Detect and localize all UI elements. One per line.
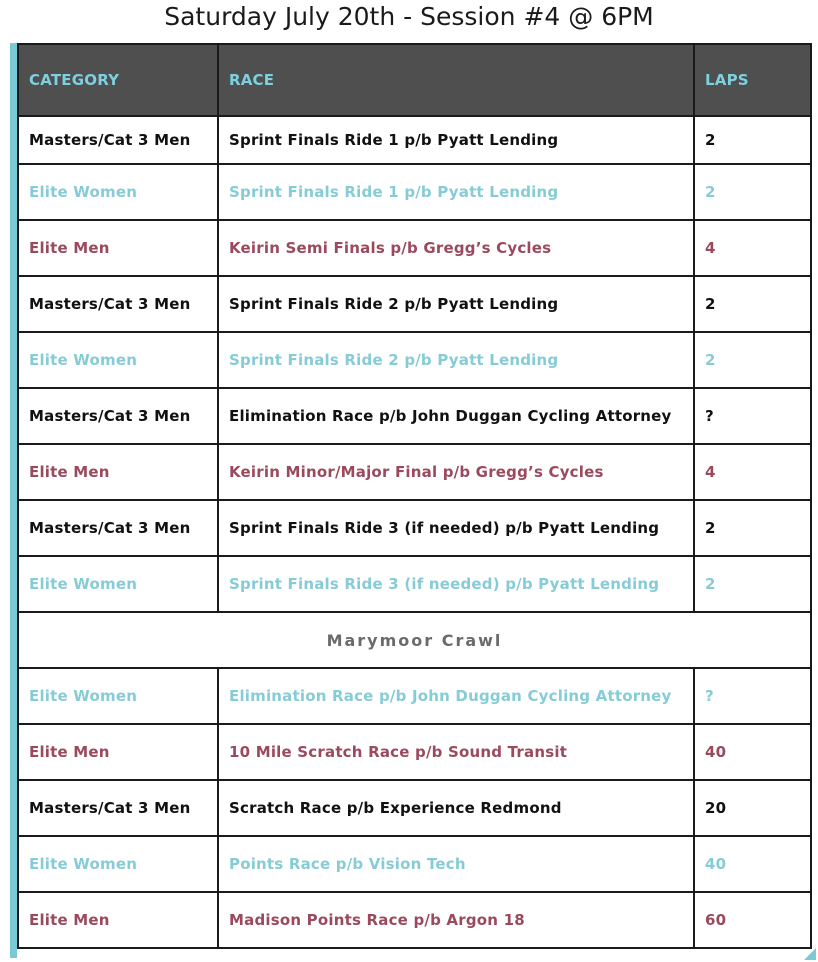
laps-cell: 20: [694, 780, 811, 836]
category-cell: Elite Women: [18, 668, 218, 724]
table-row: [18, 892, 811, 948]
race-cell: Sprint Finals Ride 1 p/b Pyatt Lending: [218, 116, 694, 164]
race-schedule-table: [17, 43, 812, 949]
header-row: [18, 44, 811, 116]
race-cell: Points Race p/b Vision Tech: [218, 836, 694, 892]
laps-cell: 40: [694, 724, 811, 780]
category-cell: Elite Men: [18, 892, 218, 948]
laps-cell: 40: [694, 836, 811, 892]
header-category: CATEGORY: [18, 44, 218, 116]
laps-cell: ?: [694, 388, 811, 444]
laps-cell: 2: [694, 556, 811, 612]
section-divider-row: [18, 612, 811, 668]
category-cell: Masters/Cat 3 Men: [18, 780, 218, 836]
race-cell: Sprint Finals Ride 1 p/b Pyatt Lending: [218, 164, 694, 220]
table-row: [18, 836, 811, 892]
category-cell: Elite Men: [18, 220, 218, 276]
laps-cell: 2: [694, 116, 811, 164]
category-cell: Elite Women: [18, 556, 218, 612]
race-cell: Elimination Race p/b John Duggan Cycling Attorney: [218, 668, 694, 724]
table-row: [18, 500, 811, 556]
laps-cell: 4: [694, 220, 811, 276]
race-cell: Sprint Finals Ride 2 p/b Pyatt Lending: [218, 332, 694, 388]
category-cell: Masters/Cat 3 Men: [18, 276, 218, 332]
laps-cell: ?: [694, 668, 811, 724]
race-cell: Madison Points Race p/b Argon 18: [218, 892, 694, 948]
table-row: [18, 724, 811, 780]
table-row: [18, 116, 811, 164]
laps-cell: 4: [694, 444, 811, 500]
table-row: [18, 780, 811, 836]
category-cell: Masters/Cat 3 Men: [18, 500, 218, 556]
race-cell: Keirin Semi Finals p/b Gregg’s Cycles: [218, 220, 694, 276]
table-row: [18, 332, 811, 388]
race-cell: 10 Mile Scratch Race p/b Sound Transit: [218, 724, 694, 780]
table-row: [18, 220, 811, 276]
laps-cell: 60: [694, 892, 811, 948]
race-cell: Scratch Race p/b Experience Redmond: [218, 780, 694, 836]
table-row: [18, 164, 811, 220]
race-cell: Keirin Minor/Major Final p/b Gregg’s Cycles: [218, 444, 694, 500]
category-cell: Elite Men: [18, 444, 218, 500]
accent-bar: [10, 43, 17, 958]
table-row: [18, 444, 811, 500]
category-cell: Elite Men: [18, 724, 218, 780]
header-race: RACE: [218, 44, 694, 116]
laps-cell: 2: [694, 500, 811, 556]
category-cell: Elite Women: [18, 164, 218, 220]
laps-cell: 2: [694, 164, 811, 220]
corner-triangle-icon: [804, 948, 816, 960]
laps-cell: 2: [694, 276, 811, 332]
category-cell: Elite Women: [18, 836, 218, 892]
race-cell: Sprint Finals Ride 2 p/b Pyatt Lending: [218, 276, 694, 332]
category-cell: Masters/Cat 3 Men: [18, 388, 218, 444]
category-cell: Elite Women: [18, 332, 218, 388]
section-divider-label: Marymoor Crawl: [18, 612, 811, 668]
table-row: [18, 276, 811, 332]
race-cell: Sprint Finals Ride 3 (if needed) p/b Pyatt Lending: [218, 500, 694, 556]
page-title: Saturday July 20th - Session #4 @ 6PM: [164, 2, 654, 31]
table-row: [18, 668, 811, 724]
laps-cell: 2: [694, 332, 811, 388]
header-laps: LAPS: [694, 44, 811, 116]
category-cell: Masters/Cat 3 Men: [18, 116, 218, 164]
table-row: [18, 556, 811, 612]
table-row: [18, 388, 811, 444]
race-cell: Elimination Race p/b John Duggan Cycling Attorney: [218, 388, 694, 444]
race-cell: Sprint Finals Ride 3 (if needed) p/b Pyatt Lending: [218, 556, 694, 612]
